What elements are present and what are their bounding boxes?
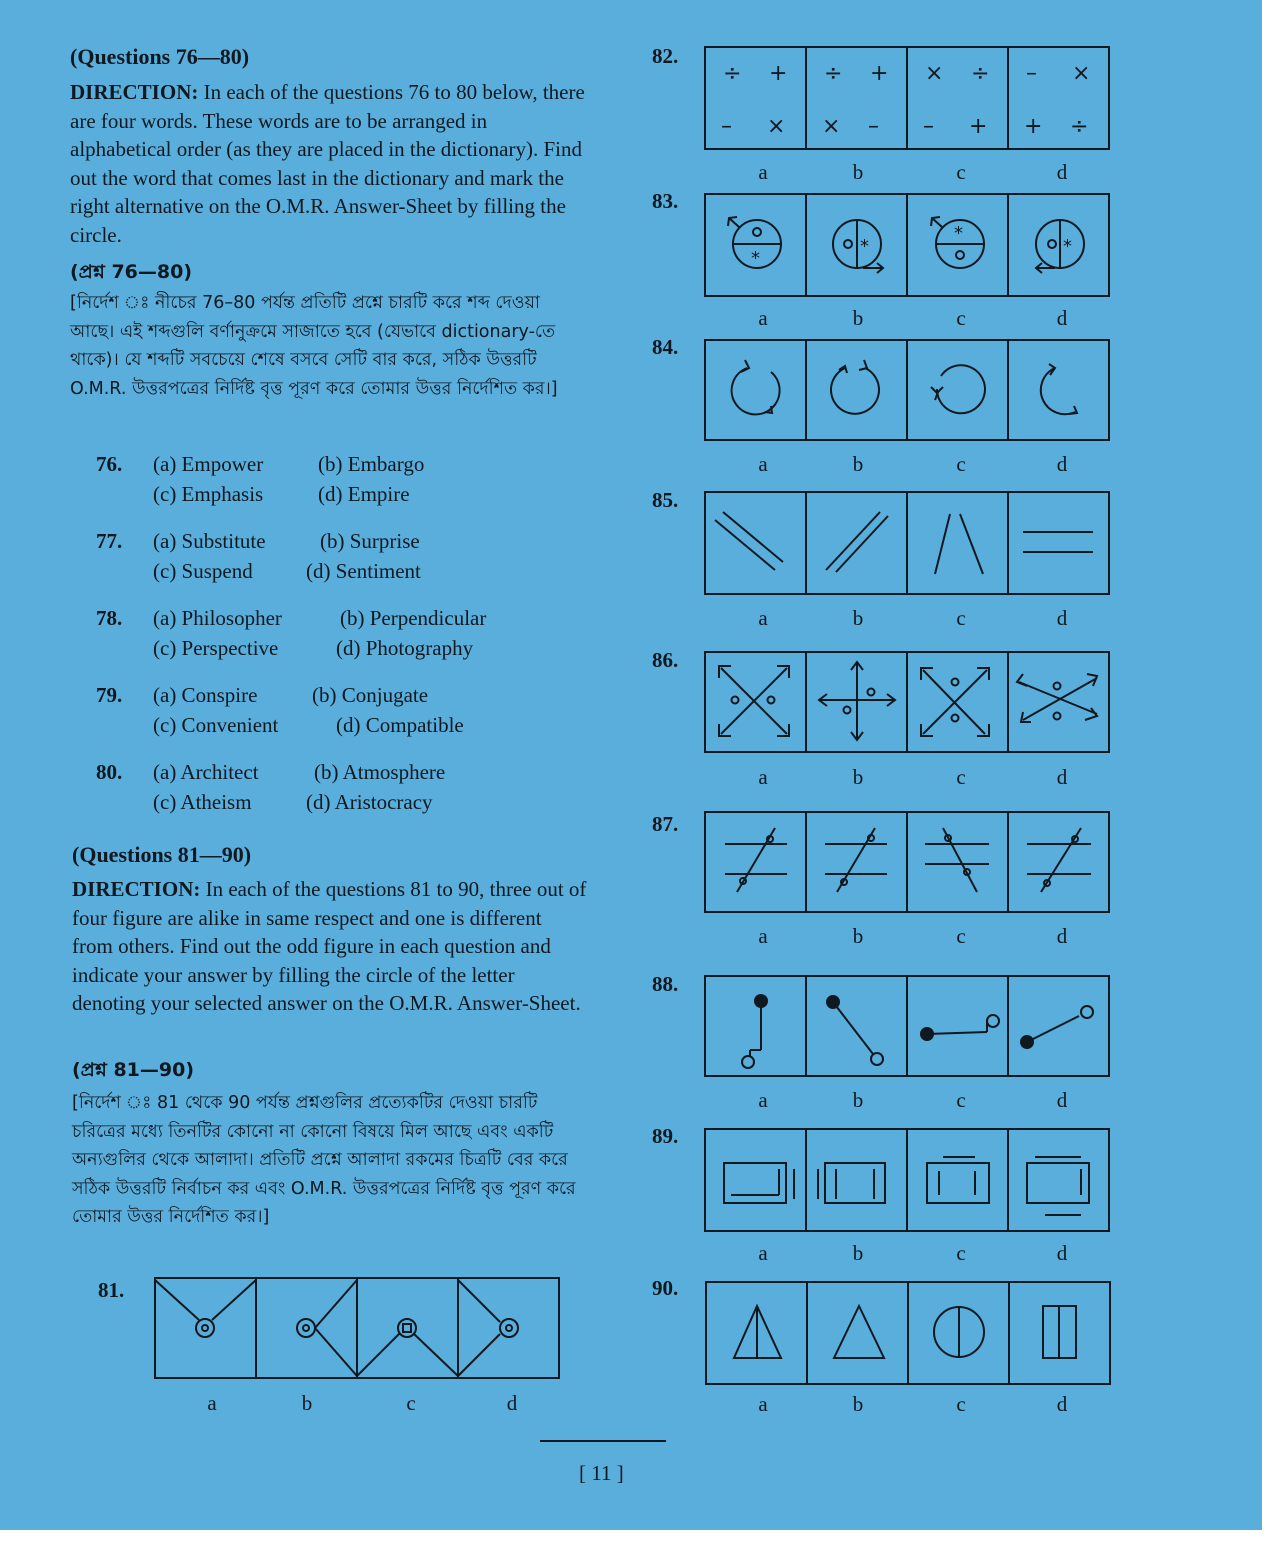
option-a[interactable]: (a) Conspire [153, 683, 258, 707]
question-89-number: 89. [652, 1124, 679, 1148]
direction-text: In each of the questions 81 to 90, three out of four figure are alike in same respect and one is different from others. Find out the odd figure in each question and indicate your answer by filling the circle of the letter denoting your selected answer on the O.M.R. Answer-Sheet. [72, 877, 587, 1015]
question-85-number: 85. [652, 488, 679, 512]
q84-option-b[interactable]: b [852, 452, 864, 476]
q82-symbol: × [767, 114, 786, 139]
option-c[interactable]: (c) Atheism [153, 790, 252, 814]
question-86-figure [705, 652, 1110, 752]
question-number: 78. [96, 606, 123, 630]
q82-symbol: ÷ [824, 61, 843, 86]
q89-option-c[interactable]: c [956, 1241, 966, 1265]
q90-option-d[interactable]: d [1056, 1392, 1068, 1416]
svg-text:*: * [1063, 236, 1072, 257]
question-83-number: 83. [652, 189, 679, 213]
option-b[interactable]: (b) Surprise [320, 529, 420, 553]
option-d[interactable]: (d) Empire [318, 482, 410, 506]
q89-option-b[interactable]: b [852, 1241, 864, 1265]
option-b[interactable]: (b) Atmosphere [314, 760, 446, 784]
question-82-number: 82. [652, 44, 679, 68]
q82-symbol: ÷ [1070, 114, 1089, 139]
section2-direction [72, 875, 587, 1018]
question-number: 79. [96, 683, 123, 707]
svg-text:*: * [751, 248, 760, 269]
q90-option-a[interactable]: a [758, 1392, 768, 1416]
section2-heading: (Questions 81—90) [72, 842, 252, 867]
question-90-number: 90. [652, 1276, 679, 1300]
q81-option-a[interactable]: a [207, 1391, 217, 1415]
q84-option-c[interactable]: c [956, 452, 966, 476]
q82-option-c[interactable]: c [956, 160, 966, 184]
option-c[interactable]: (c) Perspective [153, 636, 279, 660]
q88-option-c[interactable]: c [956, 1088, 966, 1112]
direction-label: DIRECTION: [70, 80, 199, 104]
q87-option-d[interactable]: d [1056, 924, 1068, 948]
option-a[interactable]: (a) Empower [153, 452, 264, 476]
option-b[interactable]: (b) Embargo [318, 452, 425, 476]
option-c[interactable]: (c) Suspend [153, 559, 253, 583]
option-c[interactable]: (c) Emphasis [153, 482, 264, 506]
q82-symbol: × [822, 114, 841, 139]
q86-option-a[interactable]: a [758, 765, 768, 789]
q82-symbol: + [1024, 114, 1043, 139]
q82-symbol: + [769, 61, 788, 86]
section1-bengali-direction: [নির্দেশ ঃ নীচের 76–80 পর্যন্ত প্রতিটি প্রশ্নে চারটি করে শব্দ দেওয়া আছে। এই শব্দগুলি বর্ণানুক্রমে সাজাতে হবে (যেভাবে dictionary-তে থাকে)। যে শব্দটি সবচেয়ে শেষে বসবে সেটি বার করে, সঠিক উত্তরটি O.M.R. উত্তরপত্রের নির্দিষ্ট বৃত্ত পূরণ করে তোমার উত্তর নির্দেশিত কর।] [70, 293, 558, 399]
q83-option-c[interactable]: c [956, 306, 966, 330]
q82-symbol: – [721, 114, 732, 139]
option-d[interactable]: (d) Compatible [336, 713, 464, 737]
q82-symbol: + [870, 61, 889, 86]
svg-text:*: * [860, 236, 869, 257]
q85-option-a[interactable]: a [758, 606, 768, 630]
q85-option-b[interactable]: b [852, 606, 864, 630]
q82-option-d[interactable]: d [1056, 160, 1068, 184]
section2-bengali-direction: [নির্দেশ ঃ 81 থেকে 90 পর্যন্ত প্রশ্নগুলির প্রত্যেকটির দেওয়া চারটি চরিত্রের মধ্যে তিনটির কোনো না কোনো বিষয়ে মিল আছে এবং একটি অন্যগুলির থেকে আলাদা। প্রতিটি প্রশ্নে আলাদা রকমের চিত্রটি বের করে সঠিক উত্তরটি নির্বাচন কর এবং O.M.R. উত্তরপত্রের নির্দিষ্ট বৃত্ত পূরণ করে তোমার উত্তর নির্দেশিত কর।] [72, 1093, 576, 1228]
q81-option-b[interactable]: b [301, 1391, 313, 1415]
q82-symbol: – [1026, 61, 1037, 86]
q87-option-b[interactable]: b [852, 924, 864, 948]
option-b[interactable]: (b) Perpendicular [340, 606, 487, 630]
question-81-number: 81. [98, 1278, 125, 1302]
q90-option-b[interactable]: b [852, 1392, 864, 1416]
q82-symbol: – [868, 114, 879, 139]
direction-text: In each of the questions 76 to 80 below, there are four words. These words are to be arranged in alphabetical order (as they are placed in the dictionary). Find out the word that comes last in the dictionary and mark the right alternative on the O.M.R. Answer-Sheet by filling the circle. [70, 80, 585, 247]
q88-option-a[interactable]: a [758, 1088, 768, 1112]
question-83-figure [705, 194, 1110, 296]
section1-heading: (Questions 76—80) [70, 44, 250, 69]
q84-option-a[interactable]: a [758, 452, 768, 476]
q82-symbol: ÷ [971, 61, 990, 86]
question-82-figure [705, 47, 1110, 149]
question-85-figure [705, 492, 1110, 594]
page-number: [ 11 ] [579, 1461, 624, 1485]
q82-symbol: × [925, 61, 944, 86]
q90-option-c[interactable]: c [956, 1392, 966, 1416]
q86-option-b[interactable]: b [852, 765, 864, 789]
q88-option-b[interactable]: b [852, 1088, 864, 1112]
question-number: 80. [96, 760, 123, 784]
question-87-figure [705, 812, 1110, 912]
option-d[interactable]: (d) Sentiment [306, 559, 421, 583]
option-d[interactable]: (d) Photography [336, 636, 474, 660]
q82-symbol: – [923, 114, 934, 139]
section2-bengali-heading: (প্রশ্ন 81—90) [72, 1059, 195, 1081]
option-d[interactable]: (d) Aristocracy [306, 790, 433, 814]
question-84-number: 84. [652, 335, 679, 359]
q83-option-a[interactable]: a [758, 306, 768, 330]
section1-direction [70, 78, 590, 249]
question-90-figure [706, 1282, 1111, 1384]
question-88-figure [705, 976, 1110, 1076]
q89-option-d[interactable]: d [1056, 1241, 1068, 1265]
section1-bengali-heading: (প্রশ্ন 76—80) [70, 261, 193, 283]
q86-option-c[interactable]: c [956, 765, 966, 789]
direction-label: DIRECTION: [72, 877, 201, 901]
q89-option-a[interactable]: a [758, 1241, 768, 1265]
question-87-number: 87. [652, 812, 679, 836]
question-88-number: 88. [652, 972, 679, 996]
question-number: 76. [96, 452, 123, 476]
q82-symbol: + [969, 114, 988, 139]
q82-option-a[interactable]: a [758, 160, 768, 184]
option-a[interactable]: (a) Philosopher [153, 606, 282, 630]
question-86-number: 86. [652, 648, 679, 672]
q83-option-b[interactable]: b [852, 306, 864, 330]
question-number: 77. [96, 529, 123, 553]
q86-option-d[interactable]: d [1056, 765, 1068, 789]
q85-option-d[interactable]: d [1056, 606, 1068, 630]
q81-option-d[interactable]: d [506, 1391, 518, 1415]
q82-symbol: × [1072, 61, 1091, 86]
q83-option-d[interactable]: d [1056, 306, 1068, 330]
question-89-figure [705, 1129, 1110, 1231]
q85-option-c[interactable]: c [956, 606, 966, 630]
option-a[interactable]: (a) Substitute [153, 529, 266, 553]
option-a[interactable]: (a) Architect [153, 760, 259, 784]
q81-option-c[interactable]: c [406, 1391, 416, 1415]
q82-symbol: ÷ [723, 61, 742, 86]
q87-option-a[interactable]: a [758, 924, 768, 948]
footer-rule [540, 1440, 666, 1442]
q82-option-b[interactable]: b [852, 160, 864, 184]
q87-option-c[interactable]: c [956, 924, 966, 948]
svg-text:*: * [954, 223, 963, 244]
option-c[interactable]: (c) Convenient [153, 713, 279, 737]
option-b[interactable]: (b) Conjugate [312, 683, 429, 707]
q88-option-d[interactable]: d [1056, 1088, 1068, 1112]
question-84-figure [705, 340, 1110, 440]
q84-option-d[interactable]: d [1056, 452, 1068, 476]
question-81-figure [155, 1278, 560, 1378]
